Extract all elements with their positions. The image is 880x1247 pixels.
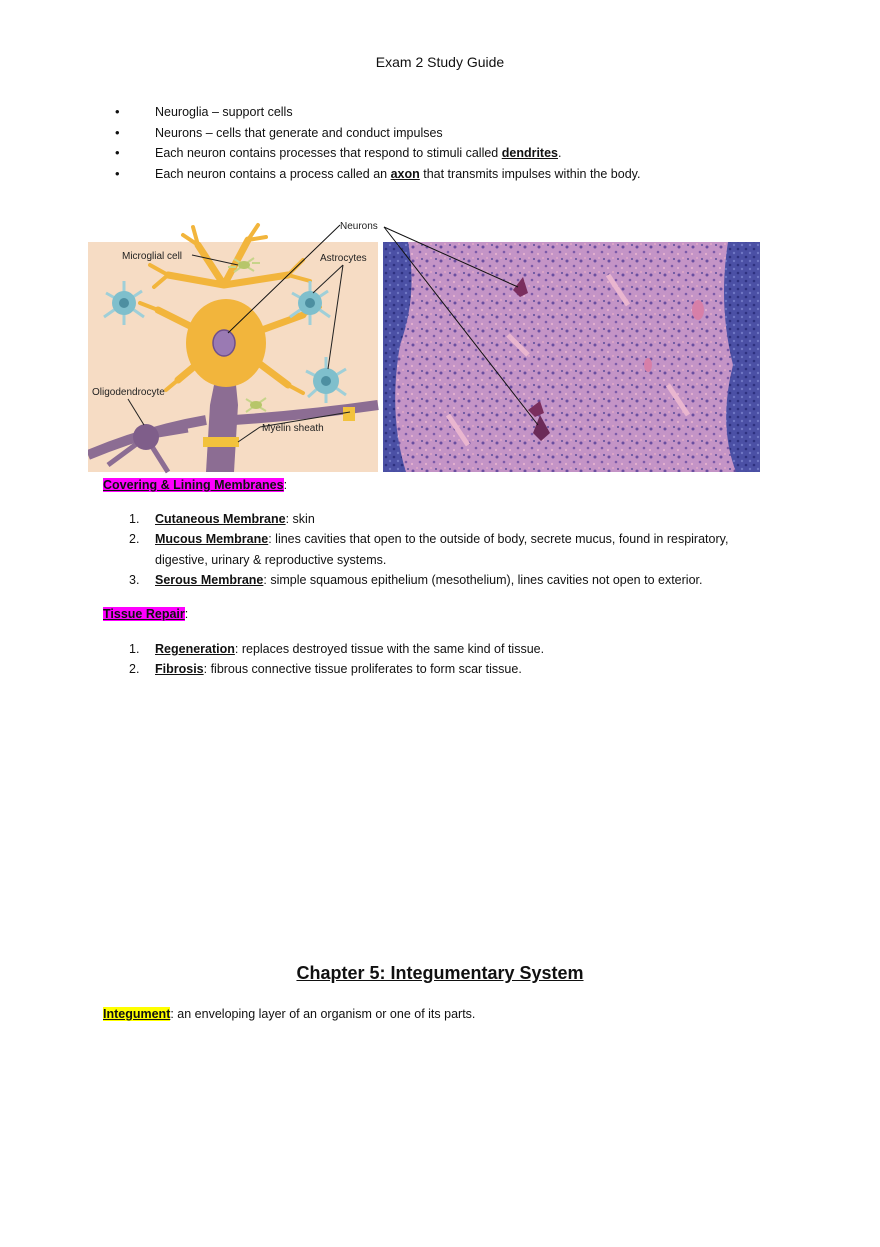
label-neurons: Neurons [340, 221, 378, 232]
tissue-repair-heading: Tissue Repair: [103, 607, 189, 621]
bullet-item: • Each neuron contains a process called an axon that transmits impulses within the body. [103, 164, 640, 185]
list-item: 1. Cutaneous Membrane: skin [129, 512, 315, 526]
list-item: 1. Regeneration: replaces destroyed tissue with the same kind of tissue. [129, 642, 545, 656]
integument-definition: Integument: an enveloping layer of an organism or one of its parts. [103, 1007, 476, 1021]
covering-membranes-heading: Covering & Lining Membranes: [103, 478, 288, 492]
label-astrocytes: Astrocytes [320, 253, 367, 264]
tissue-repair-list [103, 639, 783, 680]
label-microglial-cell: Microglial cell [122, 251, 183, 262]
bullet-item: • Each neuron contains processes that respond to stimuli called dendrites. [103, 143, 640, 164]
page-header: Exam 2 Study Guide [375, 54, 505, 70]
list-item: 3. Serous Membrane: simple squamous epithelium (mesothelium), lines cavities not open to exterior. [129, 572, 703, 587]
label-myelin-sheath: Myelin sheath [262, 423, 324, 434]
term-axon: axon [390, 166, 420, 181]
list-item: 2. Mucous Membrane: lines cavities that open to the outside of body, secrete mucus, found in respiratory, digestive, urinary & reproductive systems. [129, 532, 729, 567]
neural-bullet-list [103, 102, 640, 184]
bullet-item: • Neurons – cells that generate and conduct impulses [103, 123, 640, 144]
list-item: 2. Fibrosis: fibrous connective tissue proliferates to form scar tissue. [129, 662, 522, 677]
micrograph-panel [383, 242, 760, 472]
term-dendrites: dendrites [501, 146, 558, 160]
label-oligodendrocyte: Oligodendrocyte [92, 387, 165, 398]
covering-membranes-list [103, 509, 783, 590]
neuroglia-figure [88, 215, 760, 475]
bullet-item: • Neuroglia – support cells [103, 102, 640, 123]
chapter-title: Chapter 5: Integumentary System [296, 963, 584, 983]
